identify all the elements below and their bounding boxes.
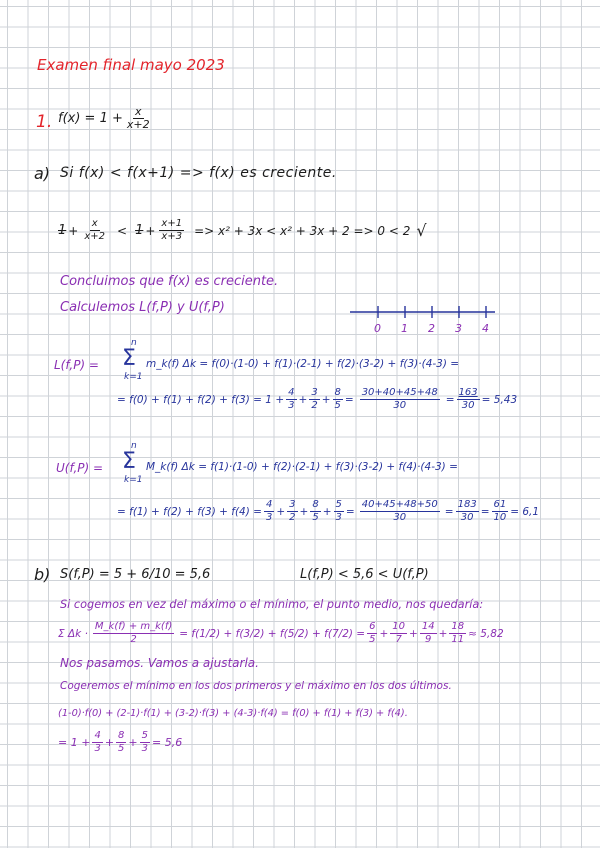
upper-sum-line-2: = f(1) + f(2) + f(3) + f(4) = $\frac{4}{3}$ + $\frac{3}{2}$ + $\frac{8}{5}$ + $\frac{5}{3}$ = $\frac{40+45+48+50}{30}$ = $\frac{183}{30}$ = $\frac{61}{10}$ = 6,1 <box>117 499 540 523</box>
upper-sigma-top: n <box>131 441 137 451</box>
axis-tick-0: 0 <box>374 322 381 335</box>
midpoint-fraction <box>93 622 174 645</box>
inequality-rest: => x² + 3x < x² + 3x + 2 => 0 < 2 <box>194 223 411 238</box>
lower-sum-lhs: L(f,P) = <box>54 358 99 372</box>
part-a-label: a) <box>34 164 51 183</box>
final-f2-den: 5 <box>118 742 125 754</box>
lower-f3 <box>333 388 343 411</box>
midpoint-den: 2 <box>130 633 137 645</box>
final-f2-num: 8 <box>118 730 125 741</box>
upper-f3-num: 8 <box>312 499 319 510</box>
part-b-statement: S(f,P) = 5 + 6/10 = 5,6 <box>60 567 211 582</box>
upper-sum-num: 40+45+48+50 <box>361 499 438 510</box>
inequality-one-2: 1 <box>135 223 144 238</box>
lower-f2 <box>309 388 319 411</box>
midpoint-eval: = f(1/2) + f(3/2) + f(5/2) + f(7/2) = <box>179 627 366 640</box>
inequality-fraction-2 <box>159 219 184 242</box>
midpoint-f2-den: 7 <box>395 633 402 645</box>
inequality-den-1: x+2 <box>84 230 106 242</box>
axis-tick-3: 3 <box>455 322 462 335</box>
upper-f2-den: 2 <box>289 511 296 523</box>
lower-sum-line-2: = f(0) + f(1) + f(2) + f(3) = 1 + $\frac{4}{3}$ + $\frac{3}{2}$ + $\frac{8}{5}$ = $\frac{30+40+45+48}{30}$ = $\frac{163}{30}$ = 5,43 <box>117 387 518 411</box>
lower-f3-den: 5 <box>334 399 341 411</box>
function-fraction-num: x <box>134 105 142 118</box>
upper-f2-num: 3 <box>289 499 296 510</box>
upper-result-fraction <box>456 500 479 523</box>
function-fraction-den: x+2 <box>126 117 150 131</box>
upper-f4-num: 5 <box>335 499 342 510</box>
lower-f2-den: 2 <box>311 399 318 411</box>
midpoint-f3-num: 14 <box>421 621 435 632</box>
midpoint-text: Si cogemos en vez del máximo o el mínimo, el punto medio, nos quedaría: <box>60 598 484 611</box>
lower-sum-expand: = f(0) + f(1) + f(2) + f(3) = 1 + <box>117 393 285 406</box>
final-prefix: = 1 + <box>58 736 91 749</box>
lower-sigma-bottom: k=1 <box>124 372 143 382</box>
lower-result-fraction <box>457 388 480 411</box>
lower-f1-num: 4 <box>288 387 295 398</box>
inequality-den-2: x+3 <box>161 230 183 242</box>
midpoint-sum-line: Σ Δk · $\frac{M\_k(f) + m\_k(f)}{2}$ = f(1/2) + f(3/2) + f(5/2) + f(7/2) = $\frac{6}{5}$ + $\frac{10}{7}$ + $\frac{14}{9}$ + $\frac{18}{11}$ ≈ 5,82 <box>58 621 504 645</box>
part-b-label: b) <box>34 565 51 584</box>
upper-sigma: Σ <box>122 449 136 474</box>
upper-f1 <box>264 500 274 523</box>
axis-tick-4: 4 <box>482 322 489 335</box>
inequality-line: 1 + $\frac{x}{x+2}$ < 1 + $\frac{x+1}{x+3}$ => x² + 3x < x² + 3x + 2 => 0 < 2 √ <box>58 218 427 242</box>
inequality-lt: < <box>117 223 128 238</box>
page-title: Examen final mayo 2023 <box>37 56 225 74</box>
upper-sum-line-1: M_k(f) Δk = f(1)·(1-0) + f(2)·(2-1) + f(3)·(3-2) + f(4)·(4-3) = <box>146 461 458 473</box>
final-result: = 5,6 <box>152 736 183 749</box>
lower-result-num: 163 <box>458 387 478 398</box>
lower-sum-fraction <box>360 388 440 411</box>
lower-sum-den: 30 <box>393 399 407 411</box>
upper-result-fraction-2 <box>492 500 509 523</box>
upper-f3 <box>310 500 320 523</box>
lower-sum-line-1: m_k(f) Δk = f(0)·(1-0) + f(1)·(2-1) + f(2)·(3-2) + f(3)·(4-3) = <box>146 358 460 370</box>
final-line: = 1 + $\frac{4}{3}$ + $\frac{8}{5}$ + $\frac{5}{3}$ = 5,6 <box>58 730 183 754</box>
lower-f1 <box>286 388 296 411</box>
midpoint-sum-prefix: Σ Δk · <box>58 627 88 640</box>
upper-sum-lhs: U(f,P) = <box>56 461 104 475</box>
upper-f1-den: 3 <box>265 511 273 523</box>
upper-f2 <box>287 500 297 523</box>
axis-tick-2: 2 <box>428 322 435 335</box>
axis-tick-1: 1 <box>401 322 408 335</box>
midpoint-f1 <box>367 622 377 645</box>
question-number: 1. <box>36 112 53 132</box>
upper-result2-den: 10 <box>493 511 507 523</box>
upper-result-num: 183 <box>457 499 477 510</box>
upper-sigma-bottom: k=1 <box>124 475 143 485</box>
upper-result2-num: 61 <box>493 499 507 510</box>
part-b-bounds: L(f,P) < 5,6 < U(f,P) <box>300 567 429 582</box>
inequality-num-2: x+1 <box>161 218 183 229</box>
inequality-num-1: x <box>91 218 98 229</box>
lower-result: = 5,43 <box>481 393 518 406</box>
lower-f2-num: 3 <box>311 387 318 398</box>
midpoint-f4-num: 18 <box>451 621 465 632</box>
upper-result-den: 30 <box>460 511 474 523</box>
calculate-text: Calculemos L(f,P) y U(f,P) <box>60 300 225 315</box>
upper-f4-den: 3 <box>335 511 342 523</box>
lower-f1-den: 3 <box>288 399 295 411</box>
midpoint-result: ≈ 5,82 <box>468 627 504 640</box>
upper-sum-fraction <box>360 500 440 523</box>
midpoint-f3 <box>420 622 437 645</box>
upper-sum-den: 30 <box>393 511 407 523</box>
conclusion-text: Concluimos que f(x) es creciente. <box>60 274 279 289</box>
strategy-text: Cogeremos el mínimo en los dos primeros y el máximo en los dos últimos. <box>60 680 452 692</box>
midpoint-f2 <box>390 622 407 645</box>
partition-axis <box>345 300 505 340</box>
final-f1-den: 3 <box>94 742 101 754</box>
final-f1-num: 4 <box>94 730 101 741</box>
final-f3-num: 5 <box>141 730 148 741</box>
midpoint-f4-den: 11 <box>451 633 465 645</box>
inequality-one: 1 <box>58 223 67 238</box>
lower-sum-num: 30+40+45+48 <box>361 387 438 398</box>
part-a-statement: Si f(x) < f(x+1) => f(x) es creciente. <box>60 165 337 181</box>
midpoint-num: M_k(f) + m_k(f) <box>94 621 173 632</box>
final-f3-den: 3 <box>141 742 148 754</box>
function-lhs: f(x) = 1 + <box>58 111 123 127</box>
inequality-fraction-1 <box>82 219 107 242</box>
lower-sigma: Σ <box>122 346 136 371</box>
upper-f4 <box>334 500 344 523</box>
adjust-text: Nos pasamos. Vamos a ajustarla. <box>60 656 259 670</box>
evaluation-line: (1-0)·f(0) + (2-1)·f(1) + (3-2)·f(3) + (4-3)·f(4) = f(0) + f(1) + f(3) + f(4). <box>58 708 408 719</box>
midpoint-f2-num: 10 <box>392 621 406 632</box>
check-mark: √ <box>416 221 427 240</box>
midpoint-f4 <box>449 622 466 645</box>
lower-result-den: 30 <box>461 399 475 411</box>
midpoint-f1-den: 5 <box>369 633 376 645</box>
upper-f3-den: 5 <box>312 511 319 523</box>
function-fraction <box>125 106 152 131</box>
final-f2 <box>116 731 126 754</box>
midpoint-f1-num: 6 <box>369 621 376 632</box>
final-f1 <box>92 731 102 754</box>
upper-sum-expand: = f(1) + f(2) + f(3) + f(4) = <box>117 505 262 518</box>
lower-f3-num: 8 <box>334 387 341 398</box>
function-definition <box>58 106 154 131</box>
final-f3 <box>140 731 150 754</box>
upper-f1-num: 4 <box>265 499 273 510</box>
upper-result: = 6,1 <box>510 505 540 518</box>
lower-sigma-top: n <box>131 338 137 348</box>
midpoint-f3-den: 9 <box>425 633 432 645</box>
